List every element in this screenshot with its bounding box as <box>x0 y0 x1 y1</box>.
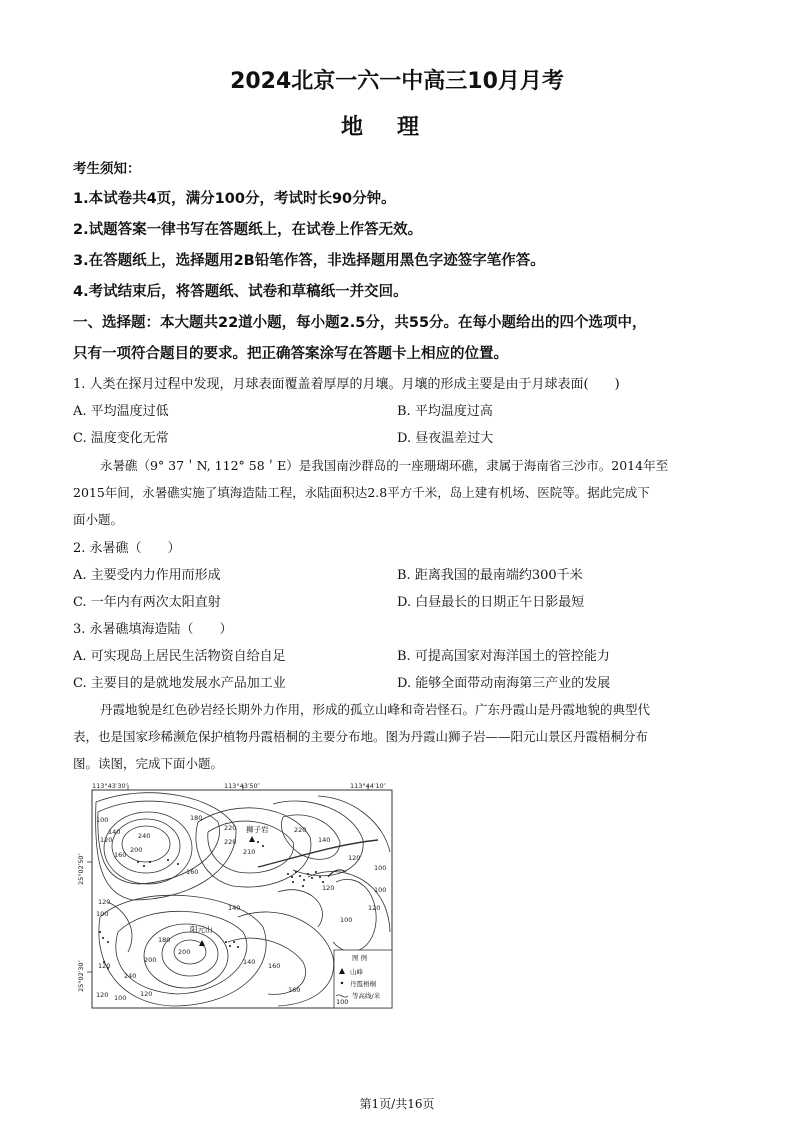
contour-map <box>78 782 396 1012</box>
lat-label-1: 25°02′50″ <box>77 853 85 885</box>
passage-1-line: 面小题。 <box>73 512 124 527</box>
legend-peak: 山峰 <box>350 968 363 976</box>
contour-label: 100 <box>374 864 387 872</box>
notice-heading: 考生须知： <box>73 161 141 177</box>
contour-label: 200 <box>144 956 157 964</box>
contour-label: 220 <box>224 824 237 832</box>
tree-dot-icon <box>341 982 343 984</box>
question-3-stem: 3. 永暑礁填海造陆（ ） <box>73 622 233 637</box>
question-2-option-c: C. 一年内有两次太阳直射 <box>73 595 221 610</box>
lon-label-3: 113°44′10″ <box>350 782 387 790</box>
contour-label: 100 <box>114 994 127 1002</box>
question-1-option-b: B. 平均温度过高 <box>397 404 493 419</box>
legend-title: 图 例 <box>352 954 368 962</box>
lat-label-2: 25°02′30″ <box>77 960 85 992</box>
passage-2-line: 丹霞地貌是红色砂岩经长期外力作用，形成的孤立山峰和奇岩怪石。广东丹霞山是丹霞地貌的典型代 <box>100 702 651 717</box>
contour-label: 180 <box>158 936 171 944</box>
place-yangyuan: 阳元山 <box>190 925 213 934</box>
passage-1-line: 2015年间，永暑礁实施了填海造陆工程，永陆面积达2.8平方千米，岛上建有机场、医院等。据此完成下 <box>73 485 650 500</box>
contour-label: 140 <box>108 828 121 836</box>
contour-label: 100 <box>96 910 109 918</box>
legend-contour: 等高线/米 <box>352 992 381 1000</box>
notice-item: 2.试题答案一律书写在答题纸上，在试卷上作答无效。 <box>73 222 423 238</box>
exam-title: 2024北京一六一中高三10月月考 <box>230 69 564 94</box>
legend-tree: 丹霞梧桐 <box>350 980 376 988</box>
question-1-stem: 1. 人类在探月过程中发现，月球表面覆盖着厚厚的月壤。月壤的形成主要是由于月球表面( ) <box>73 377 620 392</box>
section-heading: 一、选择题：本大题共22道小题，每小题2.5分，共55分。在每小题给出的四个选项中， <box>73 315 647 331</box>
contour-label: 240 <box>124 972 137 980</box>
contour-label: 160 <box>114 851 127 859</box>
contour-label: 120 <box>322 884 335 892</box>
question-3-option-a: A. 可实现岛上居民生活物资自给自足 <box>73 649 286 664</box>
passage-2-line: 表，也是国家珍稀濒危保护植物丹霞梧桐的主要分布地。图为丹霞山狮子岩——阳元山景区丹霞梧桐分布 <box>73 729 649 744</box>
contour-label: 100 <box>96 816 109 824</box>
question-1-option-d: D. 昼夜温差过大 <box>397 431 494 446</box>
notice-item: 3.在答题纸上，选择题用2B铅笔作答，非选择题用黑色字迹签字笔作答。 <box>73 253 545 269</box>
contour-label: 210 <box>243 848 256 856</box>
question-2-option-a: A. 主要受内力作用而形成 <box>73 568 221 583</box>
contour-label: 160 <box>288 986 301 994</box>
contour-label: 240 <box>138 832 151 840</box>
legend-contour-value: 100 <box>336 998 349 1006</box>
question-1-option-c: C. 温度变化无常 <box>73 431 169 446</box>
contour-label: 200 <box>178 948 191 956</box>
contour-label: 100 <box>340 916 353 924</box>
section-heading-cont: 只有一项符合题目的要求。把正确答案涂写在答题卡上相应的位置。 <box>73 346 508 362</box>
question-2-option-d: D. 白昼最长的日期正午日影最短 <box>397 595 585 610</box>
passage-1-line: 永暑礁（9° 37＇N, 112° 58＇E）是我国南沙群岛的一座珊瑚环礁，隶属于海南省三沙市。2014年至 <box>100 458 669 473</box>
contour-label: 120 <box>96 991 109 999</box>
contour-label: 140 <box>243 958 256 966</box>
place-shizi: 狮子岩 <box>246 825 269 834</box>
contour-label: 180 <box>190 814 203 822</box>
question-3-option-d: D. 能够全面带动南海第三产业的发展 <box>397 676 611 691</box>
contour-label: 160 <box>186 868 199 876</box>
question-3-option-b: B. 可提高国家对海洋国土的管控能力 <box>397 649 610 664</box>
contour-label: 140 <box>318 836 331 844</box>
passage-2-line: 图。读图，完成下面小题。 <box>73 756 224 771</box>
lon-label-2: 113°43′50″ <box>224 782 261 790</box>
question-2-stem: 2. 永暑礁（ ） <box>73 541 181 556</box>
contour-label: 120 <box>98 962 111 970</box>
notice-item: 4.考试结束后，将答题纸、试卷和草稿纸一并交回。 <box>73 284 408 300</box>
contour-label: 120 <box>140 990 153 998</box>
question-3-option-c: C. 主要目的是就地发展水产品加工业 <box>73 676 286 691</box>
contour-label: 220 <box>294 826 307 834</box>
contour-label: 200 <box>130 846 143 854</box>
contour-label: 120 <box>98 898 111 906</box>
subject-title: 地理 <box>340 115 453 140</box>
page-footer: 第1页/共16页 <box>359 1097 435 1111</box>
notice-item: 1.本试卷共4页，满分100分，考试时长90分钟。 <box>73 191 396 207</box>
lon-label-1: 113°43′30″ <box>92 782 129 790</box>
question-1-option-a: A. 平均温度过低 <box>73 404 169 419</box>
contour-label: 140 <box>228 904 241 912</box>
map-legend <box>334 950 392 1008</box>
contour-label: 220 <box>224 838 237 846</box>
contour-label: 120 <box>348 854 361 862</box>
contour-label: 160 <box>268 962 281 970</box>
contour-label: 120 <box>100 836 113 844</box>
contour-label: 100 <box>374 886 387 894</box>
contour-label: 120 <box>368 904 381 912</box>
question-2-option-b: B. 距离我国的最南端约300千米 <box>397 568 583 583</box>
